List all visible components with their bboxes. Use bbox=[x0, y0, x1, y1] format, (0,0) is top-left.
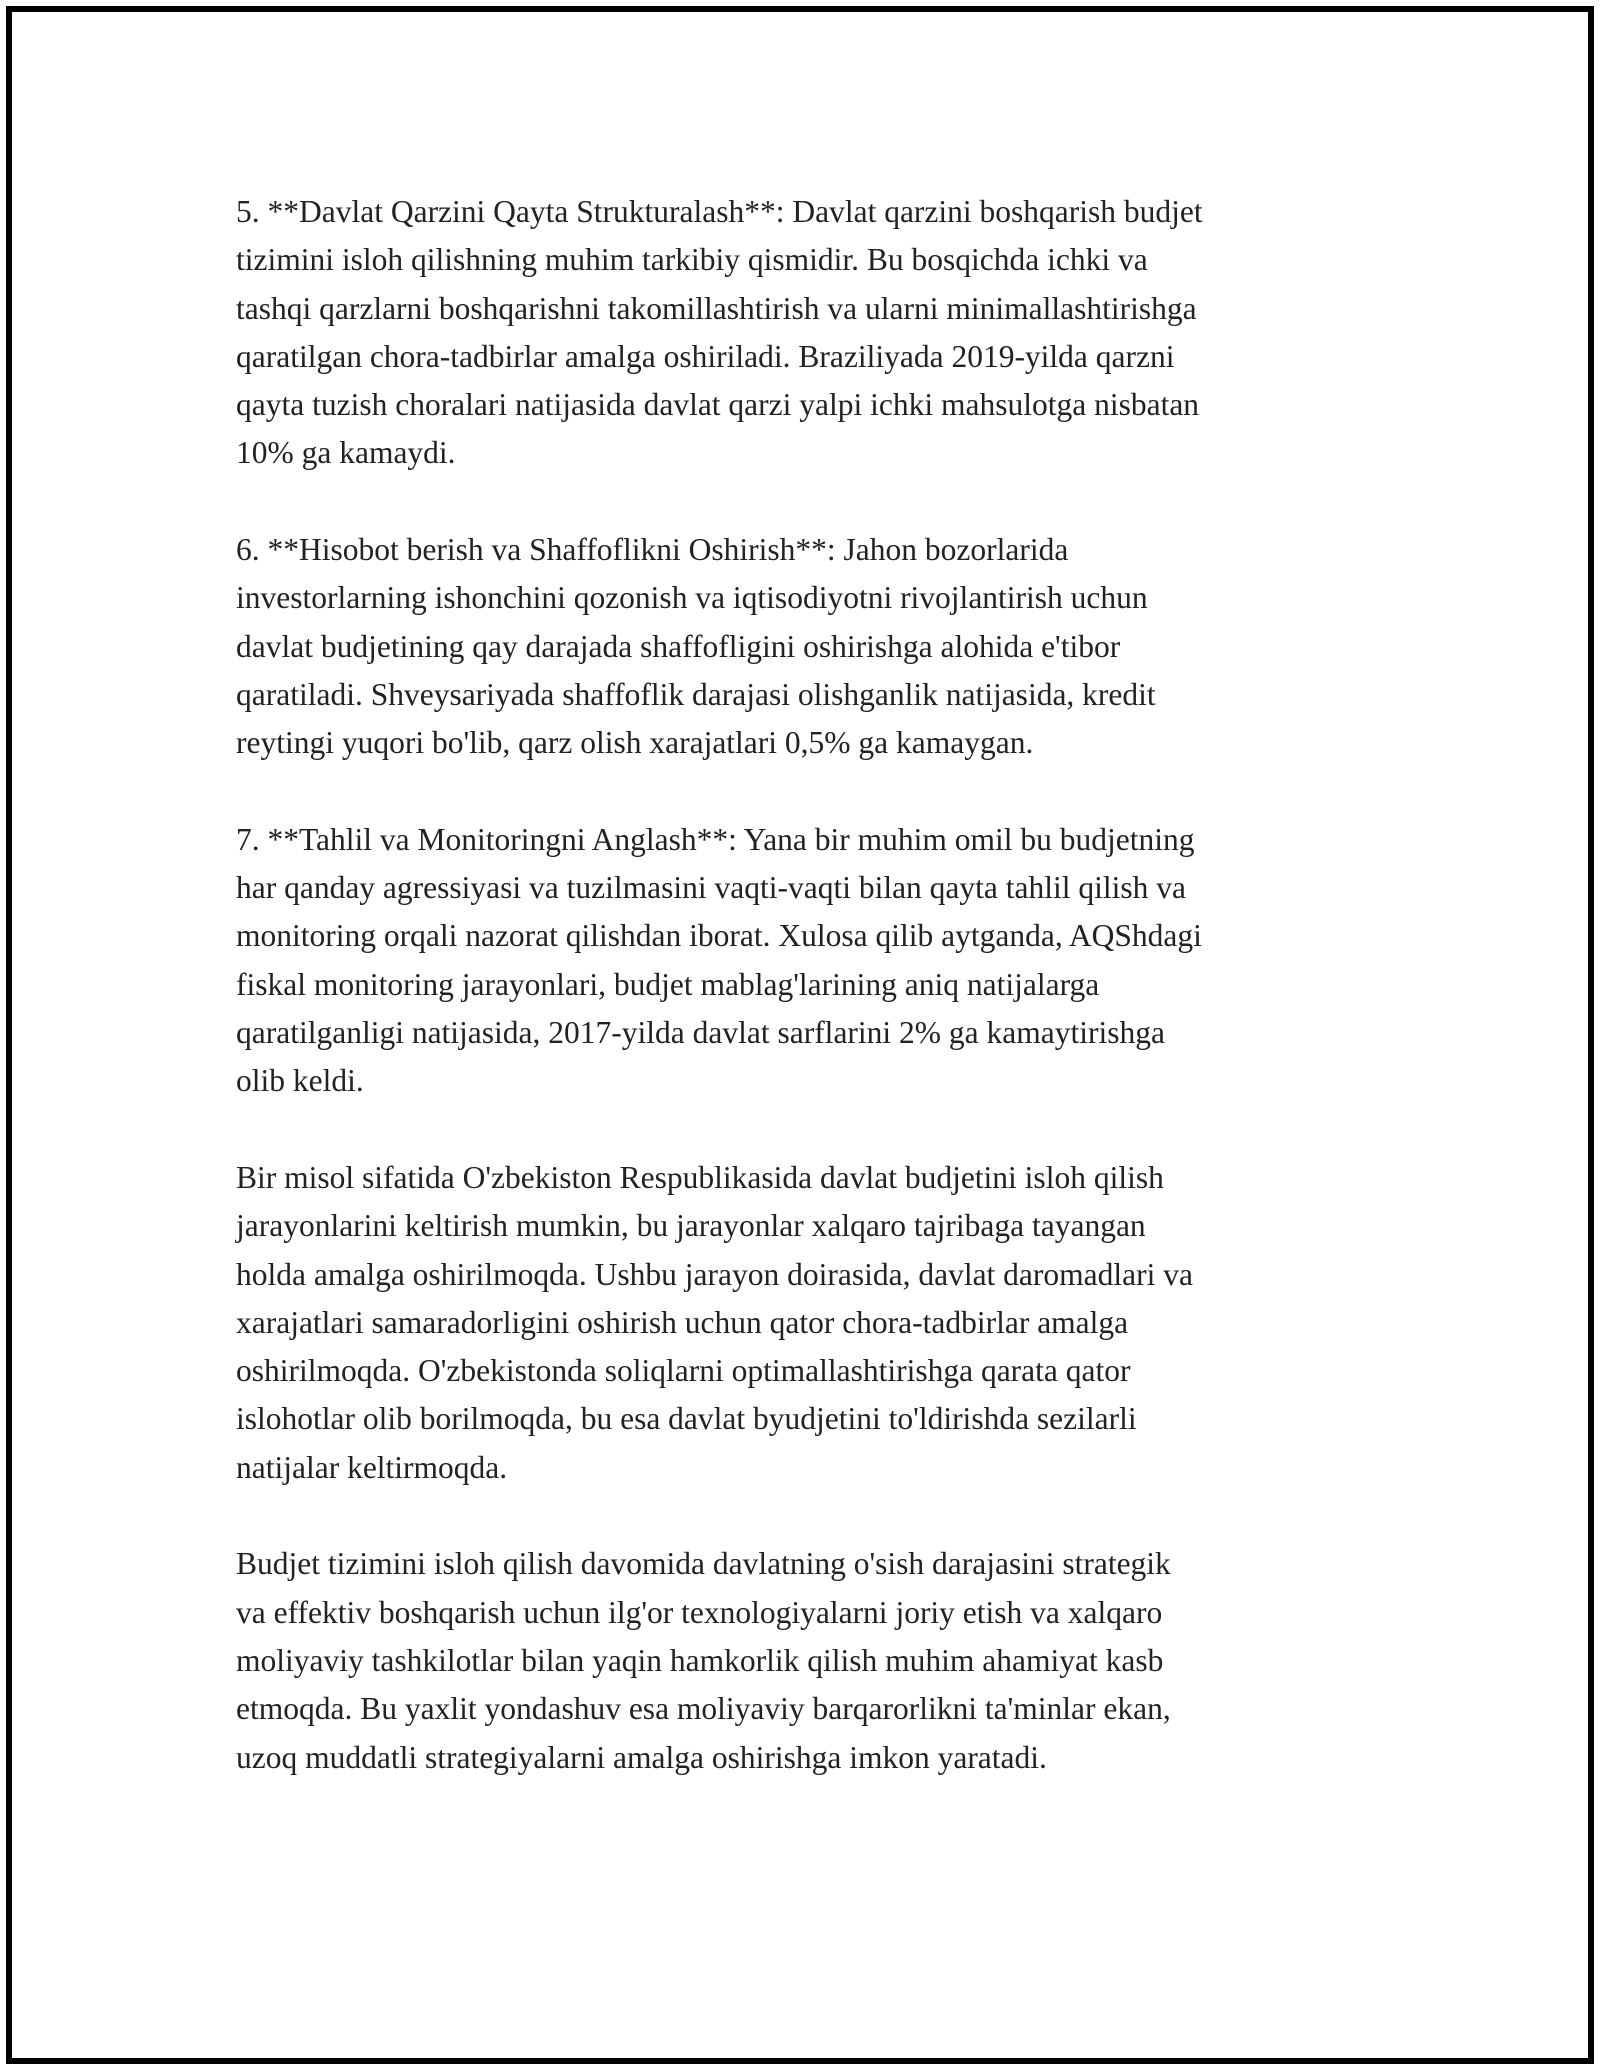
paragraph-debt-restructuring: 5. **Davlat Qarzini Qayta Strukturalash**: Davlat qarzini boshqarish budjet tizimini isloh qilishning muhim tarkibiy qismidir. Bu bosqichda ichki va tashqi qarzlarni boshqarishni takomillashtirish va ularni minimallashtirishga qaratilgan chora-tadbirlar amalga oshiriladi. Braziliyada 2019-yilda qarzni qayta tuzish choralari natijasida davlat qarzi yalpi ichki mahsulotga nisbatan 10% ga kamaydi. bbox=[236, 194, 1203, 471]
paragraph-uzbekistan-example: Bir misol sifatida O'zbekiston Respublikasida davlat budjetini isloh qilish jarayonlarini keltirish mumkin, bu jarayonlar xalqaro tajribaga tayangan holda amalga oshirilmoqda. Ushbu jarayon doirasida, davlat daromadlari va xarajatlari samaradorligini oshirish uchun qator chora-tadbirlar amalga oshirilmoqda. O'zbekistonda soliqlarni optimallashtirishga qarata qator islohotlar olib borilmoqda, bu esa davlat byudjetini to'ldirishda sezilarli natijalar keltirmoqda. bbox=[236, 1159, 1193, 1485]
document-body bbox=[236, 188, 1386, 1782]
paragraph-conclusion: Budjet tizimini isloh qilish davomida davlatning o'sish darajasini strategik va effektiv boshqarish uchun ilg'or texnologiyalarni joriy etish va xalqaro moliyaviy tashkilotlar bilan yaqin hamkorlik qilish muhim ahamiyat kasb etmoqda. Bu yaxlit yondashuv esa moliyaviy barqarorlikni ta'minlar ekan, uzoq muddatli strategiyalarni amalga oshirishga imkon yaratadi. bbox=[236, 1546, 1171, 1775]
paragraph-analysis-monitoring: 7. **Tahlil va Monitoringni Anglash**: Yana bir muhim omil bu budjetning har qanday agressiyasi va tuzilmasini vaqti-vaqti bilan qayta tahlil qilish va monitoring orqali nazorat qilishdan iborat. Xulosa qilib aytganda, AQShdagi fiskal monitoring jarayonlari, budjet mablag'larining aniq natijalarga qaratilganligi natijasida, 2017-yilda davlat sarflarini 2% ga kamaytirishga olib keldi. bbox=[236, 821, 1202, 1099]
paragraph-reporting-transparency: 6. **Hisobot berish va Shaffoflikni Oshirish**: Jahon bozorlarida investorlarning ishonchini qozonish va iqtisodiyotni rivojlantirish uchun davlat budjetining qay darajada shaffofligini oshirishga alohida e'tibor qaratiladi. Shveysariyada shaffoflik darajasi olishganlik natijasida, kredit reytingi yuqori bo'lib, qarz olish xarajatlari 0,5% ga kamaygan. bbox=[236, 532, 1156, 761]
